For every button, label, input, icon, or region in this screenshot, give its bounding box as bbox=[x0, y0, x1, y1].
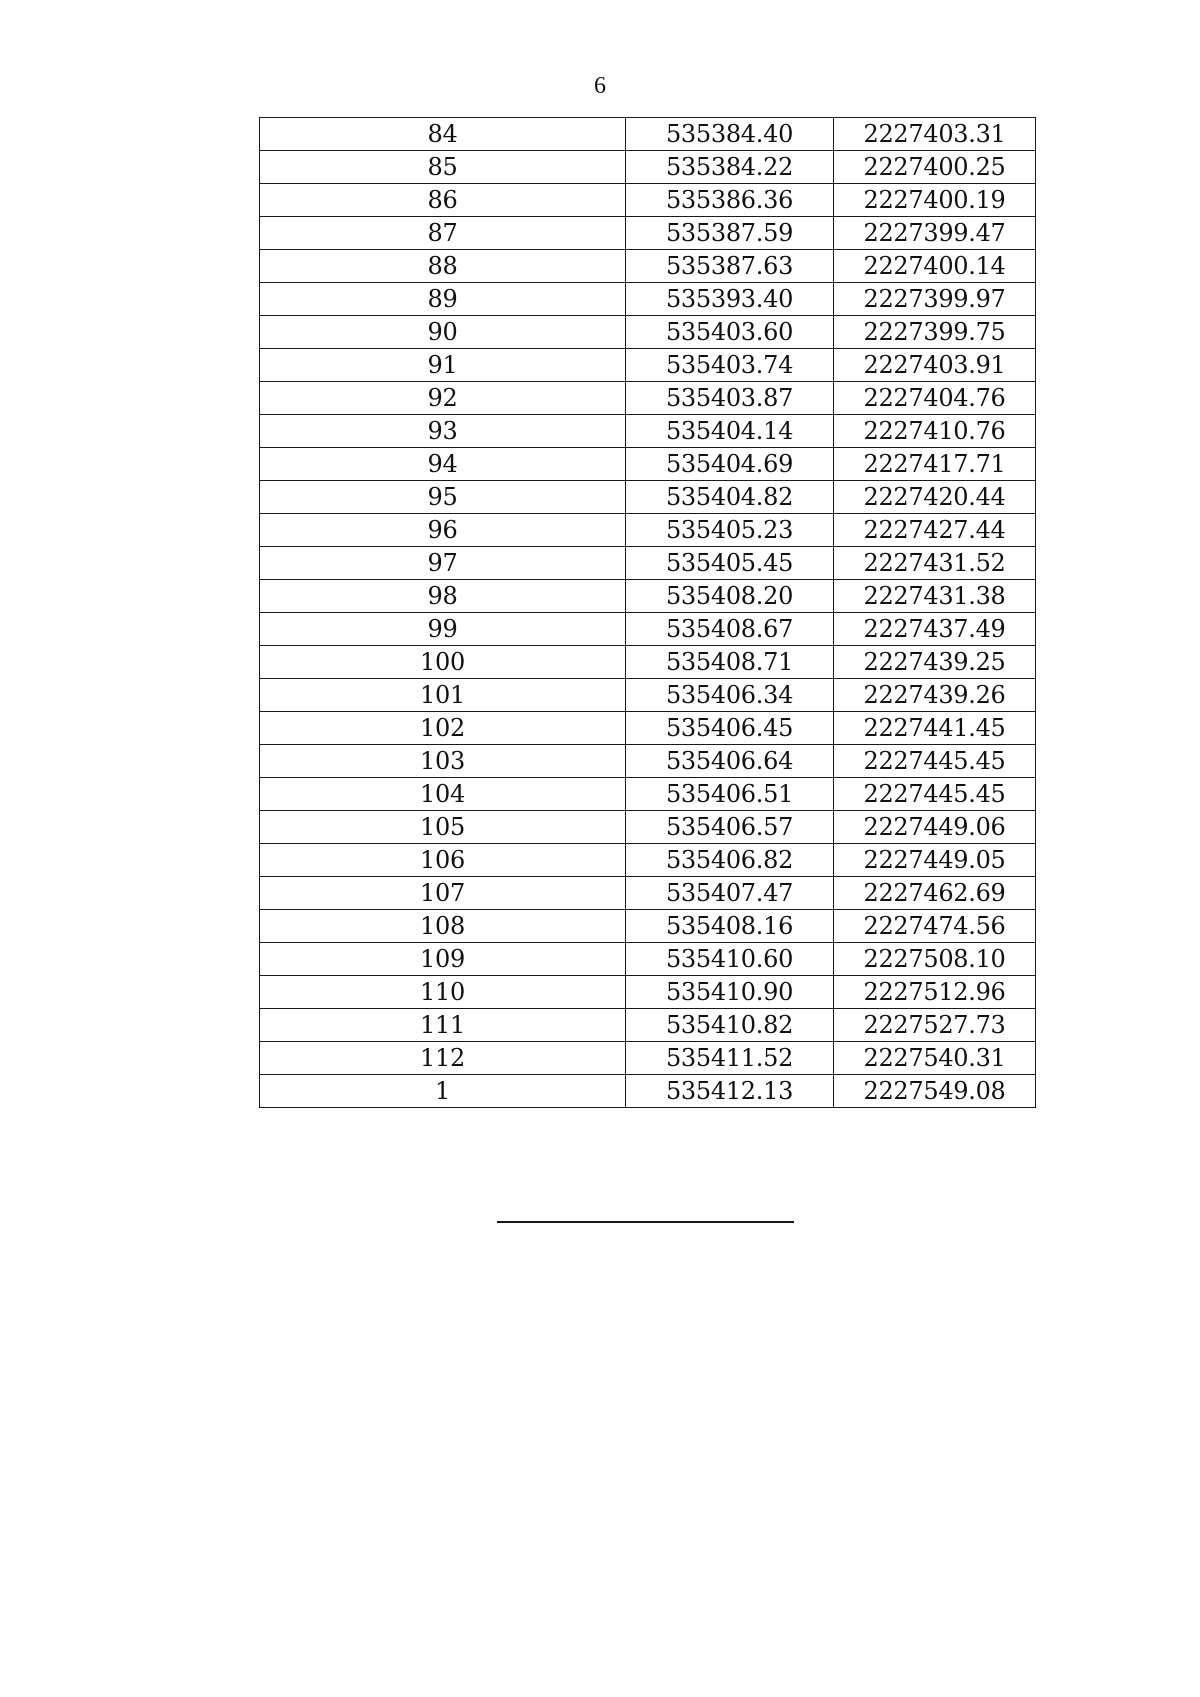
y-coordinate-cell: 2227527.73 bbox=[834, 1009, 1036, 1042]
x-coordinate-cell: 535387.63 bbox=[626, 250, 834, 283]
x-coordinate-cell: 535406.57 bbox=[626, 811, 834, 844]
table-row bbox=[260, 250, 1036, 283]
x-coordinate-cell: 535384.22 bbox=[626, 151, 834, 184]
y-coordinate-cell: 2227399.47 bbox=[834, 217, 1036, 250]
table-row bbox=[260, 382, 1036, 415]
x-coordinate-cell: 535411.52 bbox=[626, 1042, 834, 1075]
point-number-cell: 98 bbox=[260, 580, 626, 613]
table-row bbox=[260, 151, 1036, 184]
x-coordinate-cell: 535406.51 bbox=[626, 778, 834, 811]
table-row bbox=[260, 811, 1036, 844]
y-coordinate-cell: 2227441.45 bbox=[834, 712, 1036, 745]
x-coordinate-cell: 535404.69 bbox=[626, 448, 834, 481]
table-row bbox=[260, 844, 1036, 877]
y-coordinate-cell: 2227449.06 bbox=[834, 811, 1036, 844]
point-number-cell: 105 bbox=[260, 811, 626, 844]
coordinates-table bbox=[259, 117, 1036, 1108]
table-row bbox=[260, 943, 1036, 976]
x-coordinate-cell: 535386.36 bbox=[626, 184, 834, 217]
point-number-cell: 89 bbox=[260, 283, 626, 316]
point-number-cell: 108 bbox=[260, 910, 626, 943]
y-coordinate-cell: 2227431.38 bbox=[834, 580, 1036, 613]
x-coordinate-cell: 535405.45 bbox=[626, 547, 834, 580]
y-coordinate-cell: 2227449.05 bbox=[834, 844, 1036, 877]
x-coordinate-cell: 535407.47 bbox=[626, 877, 834, 910]
x-coordinate-cell: 535405.23 bbox=[626, 514, 834, 547]
y-coordinate-cell: 2227462.69 bbox=[834, 877, 1036, 910]
y-coordinate-cell: 2227445.45 bbox=[834, 745, 1036, 778]
point-number-cell: 92 bbox=[260, 382, 626, 415]
point-number-cell: 111 bbox=[260, 1009, 626, 1042]
y-coordinate-cell: 2227420.44 bbox=[834, 481, 1036, 514]
table-row bbox=[260, 118, 1036, 151]
table-row bbox=[260, 184, 1036, 217]
point-number-cell: 102 bbox=[260, 712, 626, 745]
y-coordinate-cell: 2227404.76 bbox=[834, 382, 1036, 415]
y-coordinate-cell: 2227403.91 bbox=[834, 349, 1036, 382]
point-number-cell: 84 bbox=[260, 118, 626, 151]
y-coordinate-cell: 2227400.25 bbox=[834, 151, 1036, 184]
table-row bbox=[260, 910, 1036, 943]
y-coordinate-cell: 2227427.44 bbox=[834, 514, 1036, 547]
y-coordinate-cell: 2227431.52 bbox=[834, 547, 1036, 580]
point-number-cell: 1 bbox=[260, 1075, 626, 1108]
page-number: 6 bbox=[594, 73, 606, 99]
x-coordinate-cell: 535404.82 bbox=[626, 481, 834, 514]
point-number-cell: 93 bbox=[260, 415, 626, 448]
table-row bbox=[260, 1009, 1036, 1042]
point-number-cell: 94 bbox=[260, 448, 626, 481]
table-row bbox=[260, 745, 1036, 778]
y-coordinate-cell: 2227439.25 bbox=[834, 646, 1036, 679]
table-row bbox=[260, 646, 1036, 679]
y-coordinate-cell: 2227410.76 bbox=[834, 415, 1036, 448]
x-coordinate-cell: 535412.13 bbox=[626, 1075, 834, 1108]
x-coordinate-cell: 535408.16 bbox=[626, 910, 834, 943]
point-number-cell: 85 bbox=[260, 151, 626, 184]
x-coordinate-cell: 535403.87 bbox=[626, 382, 834, 415]
y-coordinate-cell: 2227403.31 bbox=[834, 118, 1036, 151]
point-number-cell: 107 bbox=[260, 877, 626, 910]
point-number-cell: 86 bbox=[260, 184, 626, 217]
y-coordinate-cell: 2227399.97 bbox=[834, 283, 1036, 316]
y-coordinate-cell: 2227399.75 bbox=[834, 316, 1036, 349]
x-coordinate-cell: 535404.14 bbox=[626, 415, 834, 448]
end-of-document-rule bbox=[497, 1221, 794, 1223]
table-row bbox=[260, 679, 1036, 712]
table-row bbox=[260, 481, 1036, 514]
x-coordinate-cell: 535410.90 bbox=[626, 976, 834, 1009]
x-coordinate-cell: 535403.60 bbox=[626, 316, 834, 349]
y-coordinate-cell: 2227400.19 bbox=[834, 184, 1036, 217]
x-coordinate-cell: 535403.74 bbox=[626, 349, 834, 382]
y-coordinate-cell: 2227540.31 bbox=[834, 1042, 1036, 1075]
point-number-cell: 104 bbox=[260, 778, 626, 811]
y-coordinate-cell: 2227417.71 bbox=[834, 448, 1036, 481]
table-row bbox=[260, 547, 1036, 580]
table-row bbox=[260, 1042, 1036, 1075]
table-row bbox=[260, 778, 1036, 811]
point-number-cell: 97 bbox=[260, 547, 626, 580]
table-row bbox=[260, 415, 1036, 448]
point-number-cell: 109 bbox=[260, 943, 626, 976]
point-number-cell: 88 bbox=[260, 250, 626, 283]
x-coordinate-cell: 535406.34 bbox=[626, 679, 834, 712]
x-coordinate-cell: 535408.20 bbox=[626, 580, 834, 613]
point-number-cell: 101 bbox=[260, 679, 626, 712]
table-row bbox=[260, 877, 1036, 910]
table-row bbox=[260, 349, 1036, 382]
point-number-cell: 90 bbox=[260, 316, 626, 349]
x-coordinate-cell: 535384.40 bbox=[626, 118, 834, 151]
table-row bbox=[260, 316, 1036, 349]
point-number-cell: 95 bbox=[260, 481, 626, 514]
coordinates-table-body bbox=[260, 118, 1036, 1108]
x-coordinate-cell: 535410.60 bbox=[626, 943, 834, 976]
y-coordinate-cell: 2227437.49 bbox=[834, 613, 1036, 646]
table-row bbox=[260, 283, 1036, 316]
x-coordinate-cell: 535406.82 bbox=[626, 844, 834, 877]
y-coordinate-cell: 2227512.96 bbox=[834, 976, 1036, 1009]
x-coordinate-cell: 535410.82 bbox=[626, 1009, 834, 1042]
point-number-cell: 103 bbox=[260, 745, 626, 778]
y-coordinate-cell: 2227400.14 bbox=[834, 250, 1036, 283]
table-row bbox=[260, 514, 1036, 547]
x-coordinate-cell: 535406.64 bbox=[626, 745, 834, 778]
table-row bbox=[260, 580, 1036, 613]
point-number-cell: 100 bbox=[260, 646, 626, 679]
table-row bbox=[260, 976, 1036, 1009]
point-number-cell: 91 bbox=[260, 349, 626, 382]
y-coordinate-cell: 2227549.08 bbox=[834, 1075, 1036, 1108]
y-coordinate-cell: 2227474.56 bbox=[834, 910, 1036, 943]
x-coordinate-cell: 535408.67 bbox=[626, 613, 834, 646]
x-coordinate-cell: 535393.40 bbox=[626, 283, 834, 316]
table-row bbox=[260, 217, 1036, 250]
point-number-cell: 110 bbox=[260, 976, 626, 1009]
point-number-cell: 112 bbox=[260, 1042, 626, 1075]
table-row bbox=[260, 712, 1036, 745]
y-coordinate-cell: 2227508.10 bbox=[834, 943, 1036, 976]
table-row bbox=[260, 448, 1036, 481]
x-coordinate-cell: 535408.71 bbox=[626, 646, 834, 679]
y-coordinate-cell: 2227439.26 bbox=[834, 679, 1036, 712]
x-coordinate-cell: 535406.45 bbox=[626, 712, 834, 745]
point-number-cell: 96 bbox=[260, 514, 626, 547]
y-coordinate-cell: 2227445.45 bbox=[834, 778, 1036, 811]
x-coordinate-cell: 535387.59 bbox=[626, 217, 834, 250]
point-number-cell: 99 bbox=[260, 613, 626, 646]
point-number-cell: 106 bbox=[260, 844, 626, 877]
table-row bbox=[260, 613, 1036, 646]
point-number-cell: 87 bbox=[260, 217, 626, 250]
table-row bbox=[260, 1075, 1036, 1108]
